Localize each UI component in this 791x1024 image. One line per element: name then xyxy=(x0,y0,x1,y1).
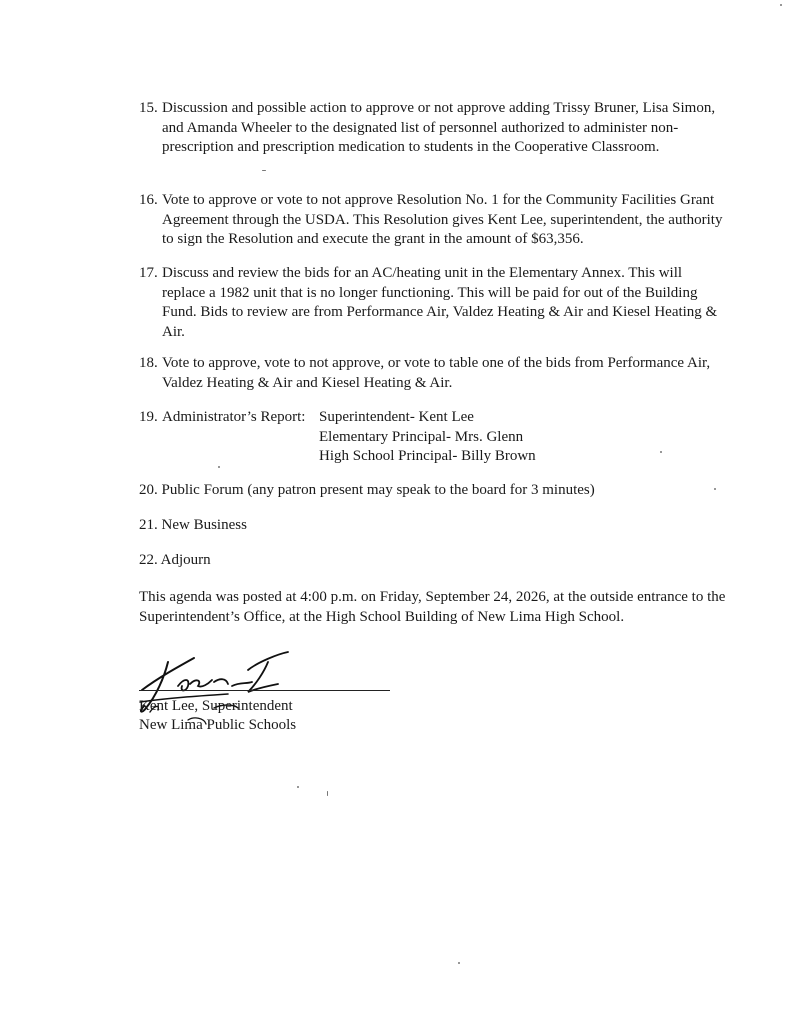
signature-line xyxy=(139,690,390,691)
item-number: 15. xyxy=(139,100,158,116)
item-number: 16. xyxy=(139,192,158,208)
scan-speck xyxy=(262,170,266,171)
agenda-item-16 xyxy=(139,191,724,250)
scan-speck xyxy=(218,466,220,468)
agenda-item-21: 21. New Business xyxy=(139,517,247,533)
item-text: Discuss and review the bids for an AC/heating unit in the Elementary Annex. This will replace a 1982 unit that is no longer functioning. This will be paid for out of the Building Fund. Bids to review are from Performance Air, Valdez Heating & Air and Kiesel Heating & Air. xyxy=(162,265,718,340)
agenda-item-15 xyxy=(139,99,724,158)
item-number: 17. xyxy=(139,265,158,281)
scan-speck xyxy=(327,791,328,796)
admin-report-list xyxy=(319,408,536,467)
admin-report-line: High School Principal- Billy Brown xyxy=(319,448,536,464)
item-number: 18. xyxy=(139,355,158,371)
scan-speck xyxy=(458,962,460,964)
admin-report-label: Administrator’s Report: xyxy=(162,409,306,425)
agenda-item-20: 20. Public Forum (any patron present may speak to the board for 3 minutes) xyxy=(139,482,595,498)
agenda-item-18 xyxy=(139,354,724,393)
agenda-item-22: 22. Adjourn xyxy=(139,552,211,568)
item-text: Discussion and possible action to approve or not approve adding Trissy Bruner, Lisa Simon, and Amanda Wheeler to the designated list of personnel authorized to administer non-prescription and prescription medication to students in the Cooperative Classroom. xyxy=(162,100,716,155)
scan-speck xyxy=(780,4,782,6)
admin-report-line: Elementary Principal- Mrs. Glenn xyxy=(319,428,524,445)
agenda-item-17 xyxy=(139,264,724,342)
scan-speck xyxy=(660,451,662,453)
admin-report-line: Superintendent- Kent Lee xyxy=(319,409,474,425)
scan-speck xyxy=(297,786,299,788)
scan-speck xyxy=(714,488,716,490)
signatory-organization: New Lima Public Schools xyxy=(139,717,297,733)
item-number: 19. xyxy=(139,409,158,425)
signatory-name-title: Kent Lee, Superintendent xyxy=(139,698,293,714)
item-text: Vote to approve, vote to not approve, or vote to table one of the bids from Performance Air, Valdez Heating & Air and Kiesel Heating & Air. xyxy=(162,355,711,391)
posting-notice: This agenda was posted at 4:00 p.m. on Friday, September 24, 2026, at the outside entrance to the Superintendent’s Office, at the High School Building of New Lima High School. xyxy=(139,589,726,625)
item-text: Vote to approve or vote to not approve Resolution No. 1 for the Community Facilities Grant Agreement through the USDA. This Resolution gives Kent Lee, superintendent, the authority to sign the Resolution and execute the grant in the amount of $63,356. xyxy=(162,192,723,247)
